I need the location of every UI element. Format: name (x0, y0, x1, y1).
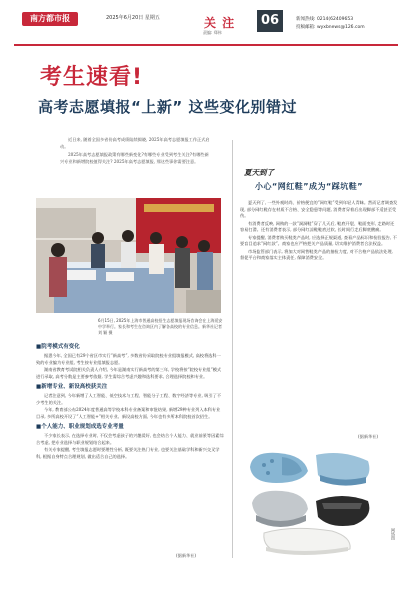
section-heading: ■个人能力、职业规划成选专业考量 (36, 424, 124, 430)
side-article-kicker: 夏天到了 (244, 168, 274, 177)
header-rule (14, 44, 398, 46)
body-paragraph: 有消费者反映, 网购的一款“洞洞鞋”穿了几天后, 鞋底开裂、鞋面变形, 走路时还容易打滑。还有消费者表示, 部分网红凉鞋鞋底过软, 长时间行走后脚底酸痛。 (240, 220, 395, 232)
section-title: 关 注 (204, 16, 236, 30)
contact-hotline: 新闻热线: 0214(62409653 (296, 17, 354, 22)
article-title-sub: 高考志愿填报“上新” 这些变化别错过 (38, 98, 297, 116)
article-byline: (据新华社) (176, 553, 197, 558)
shoes-photo-caption: 网络图 (391, 528, 396, 540)
page-number: 06 (257, 10, 283, 32)
body-paragraph: 专家提醒, 消费者购买鞋类产品时, 应选择正规渠道, 查看产品标识和检验报告, 不要盲目追求“网红款”。商家也应严格把关产品质量, 切实维护消费者合法权益。 (240, 234, 397, 246)
page-header (14, 8, 398, 44)
section-heading: ■院考模式有变化 (36, 344, 80, 350)
body-paragraph: 有关专家提醒, 考生填报志愿时要理性分析, 既要关注热门专业, 也要关注基础学科和新兴交叉学科, 根据自身特点合理规划, 做出适合自己的选择。 (36, 447, 220, 459)
consultation-photo (36, 198, 221, 313)
shoes-photo (242, 445, 380, 557)
article-lead (60, 136, 210, 166)
article-title-main: 考生速看! (40, 65, 144, 90)
body-paragraph: 夏天到了, 一些外观时尚、价格便宜的“网红鞋”受到年轻人青睐。然而记者调查发现, 部分网红鞋存在材质不合格、安全隐患等问题, 消费者穿着后出现脚部不适甚至受伤。 (240, 200, 398, 218)
issue-date: 2025年6月20日 星期五 (106, 15, 160, 21)
body-paragraph: 据悉今年, 全国已有29个省区市实行“新高考”, 多数省份采取院校专业组填报模式, 高校将选科一致的专业编为专业组, 考生按专业组填报志愿。 (36, 353, 221, 365)
article-body (36, 340, 224, 461)
column-divider (232, 140, 233, 558)
body-paragraph: 市场监管部门表示, 将加大对网售鞋类产品的抽检力度, 对不合格产品依法处理, 督促平台和商家落实主体责任, 保障消费安全。 (240, 248, 393, 260)
body-paragraph: 记者注意到, 今年新增了人工智能、低空技术与工程、智能分子工程、数字经济等专业, 吸引了不少考生的关注。 (36, 393, 222, 405)
side-article-headline: 小心“网红鞋”成为“踩坑鞋” (255, 182, 364, 191)
side-article-body (240, 200, 398, 263)
section-heading: ■新增专业、新设高校获关注 (36, 384, 108, 390)
body-paragraph: 今年, 教育部公布2024年度普通高等学校本科专业备案和审批结果, 新增29种专业列入本科专业目录, 多所高校开设了“人工智能+”相关专业。新设高校方面, 今年也有多所本科院校首次招生。 (36, 407, 221, 419)
body-paragraph: 湖南省教育考试院相关负责人介绍, 今年是湖南实行新高考的第三年, 学校将按“院校专业组”模式进行录取, 高考分数是主要参考依据, 学生需综合考虑兴趣和选科要求, 合理选择院校和专业。 (36, 367, 222, 379)
photo-caption: 6月15日, 2025年上海市普通高校招生志愿填报现场咨询会在上海延安中学举行。家长和考生在咨询区内了解各高校的专业信息。新华社记者 刘 颖 摄 (98, 318, 223, 335)
body-paragraph: 不少家长表示, 在选择专业时, 不仅会考虑孩子的兴趣爱好, 也会结合个人能力、就业前景等因素综合考虑, 把专业选择与职业规划结合起来。 (36, 433, 224, 445)
lead-paragraph: 近日来, 随着全国多省份高考成绩陆续揭晓, 2025年高考志愿填报工作正式启动。 (60, 137, 210, 149)
section-editor: 责编: 郑伟 (203, 30, 222, 35)
lead-paragraph: 2025年高考志愿填报政策有哪些新变化?有哪些专业受到考生关注?有哪些新兴专业和新增院校值得关注? 2025年高考志愿填报, 那这些事你需要注意。 (60, 152, 209, 164)
newspaper-logo: 南方都市报 (22, 12, 78, 26)
side-article-byline: (据新华社) (358, 434, 379, 439)
contact-email: 投稿邮箱: wyxbnews@126.com (296, 25, 365, 30)
